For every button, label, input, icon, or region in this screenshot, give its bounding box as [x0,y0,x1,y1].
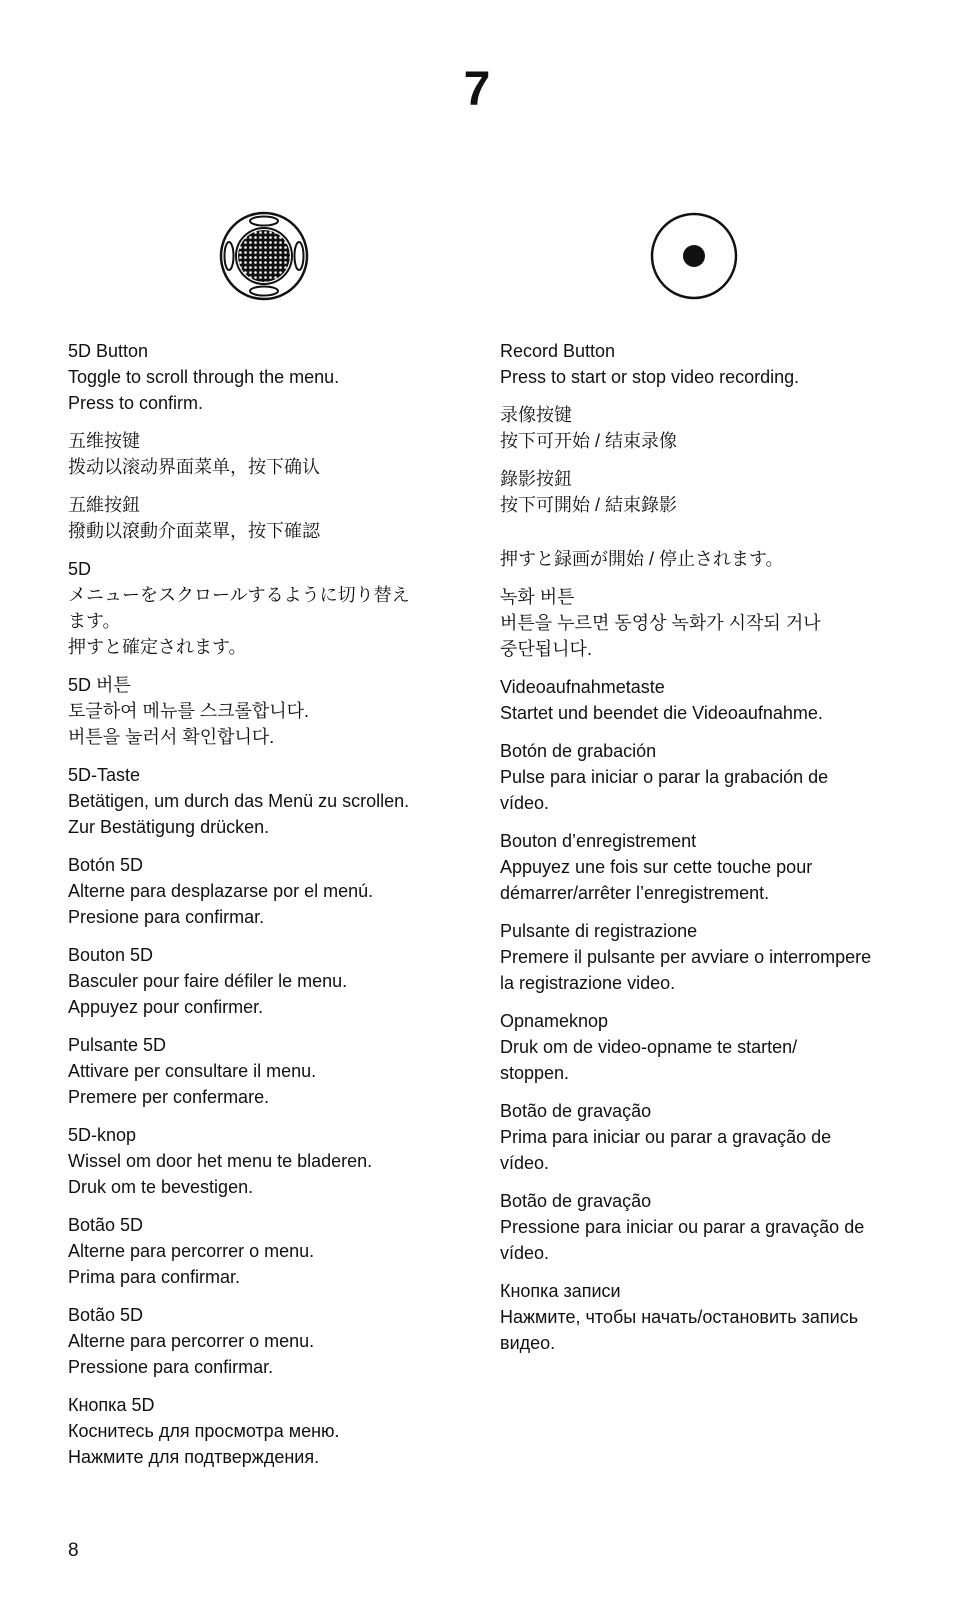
entry-en [68,338,468,416]
entry-zh-tw [500,466,900,518]
entry-body: Pressione para iniciar ou parar a gravação de vídeo. [500,1217,865,1263]
entry-body: Startet und beendet die Videoaufnahme. [500,703,823,723]
entry-body: Druk om de video-opname te starten/ stoppen. [500,1037,798,1083]
record-button-icon [648,210,740,302]
entry-heading: Bouton 5D [68,945,154,965]
entry-heading: 5D-Taste [68,765,141,785]
entry-heading: Videoaufnahmetaste [500,677,665,697]
entry-ko [68,672,468,750]
entry-it [500,918,900,996]
entry-heading: Record Button [500,341,616,361]
entry-zh-cn [68,428,468,480]
entry-it [68,1032,468,1110]
entry-pt-br [68,1302,468,1380]
entry-heading: 五維按鈕 [68,495,140,515]
entry-heading: Bouton d’enregistrement [500,831,697,851]
entry-ru [500,1278,900,1356]
entry-body: 拨动以滚动界面菜单，按下确认 [68,457,320,477]
entry-heading: Botão de gravação [500,1191,652,1211]
entry-heading: 5D [68,559,92,579]
entry-body: Basculer pour faire défiler le menu. Appuyez pour confirmer. [68,971,348,1017]
right-column [500,338,900,1368]
entry-heading: 五维按键 [68,431,140,451]
entry-body: 버튼을 누르면 동영상 녹화가 시작되 거나 중단됩니다. [500,613,821,659]
step-number: 7 [463,63,491,116]
left-column [68,338,468,1482]
entry-body: 按下可开始 / 结束录像 [500,431,678,451]
page-number: 8 [68,1540,79,1561]
entry-heading: 5D 버튼 [68,675,131,695]
entry-body: 押すと録画が開始 / 停止されます。 [500,549,784,569]
5d-button-icon [218,210,310,302]
entry-heading: Botão 5D [68,1215,144,1235]
entry-body: Нажмите, чтобы начать/остановить запись видео. [500,1307,859,1353]
entry-pt-br [500,1188,900,1266]
entry-body: 撥動以滾動介面菜單，按下確認 [68,521,320,541]
entry-es [68,852,468,930]
entry-en [500,338,900,390]
entry-body: 토글하여 메뉴를 스크롤합니다. 버튼을 눌러서 확인합니다. [68,701,310,747]
entry-heading: 錄影按鈕 [500,469,572,489]
entry-body: Pulse para iniciar o parar la grabación de vídeo. [500,767,829,813]
entry-heading: Opnameknop [500,1011,609,1031]
entry-heading: 5D Button [68,341,149,361]
entry-body: Alterne para percorrer o menu. Prima para confirmar. [68,1241,315,1287]
entry-es [500,738,900,816]
entry-ja [68,556,468,660]
entry-heading: 录像按键 [500,405,572,425]
entry-zh-tw [68,492,468,544]
entry-heading: Botão 5D [68,1305,144,1325]
entry-ja [500,546,900,572]
entry-heading: Pulsante 5D [68,1035,167,1055]
entry-body: Wissel om door het menu te bladeren. Druk om te bevestigen. [68,1151,373,1197]
entry-pt-pt [500,1098,900,1176]
entry-de [68,762,468,840]
entry-body: 按下可開始 / 結束錄影 [500,495,678,515]
entry-pt-pt [68,1212,468,1290]
entry-heading: Botón de grabación [500,741,657,761]
entry-body: Alterne para desplazarse por el menú. Presione para confirmar. [68,881,374,927]
entry-fr [68,942,468,1020]
entry-body: Betätigen, um durch das Menü zu scrollen. Zur Bestätigung drücken. [68,791,410,837]
entry-body: メニューをスクロールするように切り替え ます。 押すと確定されます。 [68,585,410,657]
entry-body: Attivare per consultare il menu. Premere per confermare. [68,1061,317,1107]
entry-ko [500,584,900,662]
entry-heading: Botão de gravação [500,1101,652,1121]
entry-heading: Pulsante di registrazione [500,921,698,941]
entry-de [500,674,900,726]
entry-heading: Кнопка записи [500,1281,621,1301]
entry-body: Alterne para percorrer o menu. Pressione para confirmar. [68,1331,315,1377]
entry-heading: Botón 5D [68,855,144,875]
entry-body: Коснитесь для просмотра меню. Нажмите для подтверждения. [68,1421,340,1467]
entry-body: Toggle to scroll through the menu. Press to confirm. [68,367,340,413]
entry-heading: 5D-knop [68,1125,137,1145]
entry-heading: 녹화 버튼 [500,587,575,607]
entry-body: Press to start or stop video recording. [500,367,800,387]
entry-heading: Кнопка 5D [68,1395,155,1415]
entry-nl [500,1008,900,1086]
entry-ru [68,1392,468,1470]
entry-body: Premere il pulsante per avviare o interrompere la registrazione video. [500,947,872,993]
entry-zh-cn [500,402,900,454]
entry-fr [500,828,900,906]
entry-nl [68,1122,468,1200]
entry-body: Prima para iniciar ou parar a gravação de vídeo. [500,1127,832,1173]
entry-body: Appuyez une fois sur cette touche pour démarrer/arrêter l’enregistrement. [500,857,813,903]
